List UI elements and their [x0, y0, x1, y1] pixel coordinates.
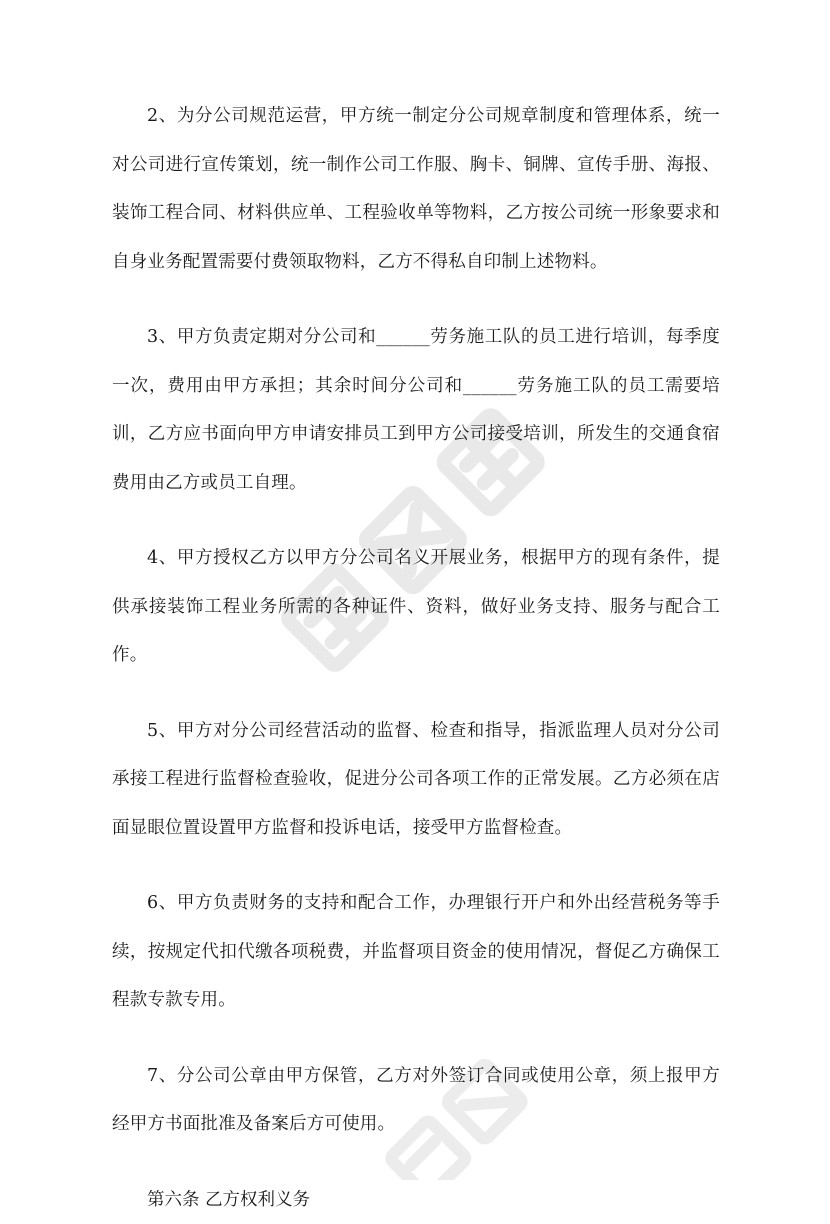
- section-heading-article-6: 第六条 乙方权利义务: [112, 1176, 720, 1224]
- document-body: [112, 92, 720, 1224]
- clause-7: 7、分公司公章由甲方保管，乙方对外签订合同或使用公章，须上报甲方经甲方书面批准及备案后方可使用。: [112, 1052, 720, 1149]
- clause-3: 3、甲方负责定期对分公司和______劳务施工队的员工进行培训，每季度一次，费用由甲方承担；其余时间分公司和______劳务施工队的员工需要培训，乙方应书面向甲方申请安排员工到甲方公司接受培训，所发生的交通食宿费用由乙方或员工自理。: [112, 313, 720, 507]
- clause-6: 6、甲方负责财务的支持和配合工作，办理银行开户和外出经营税务等手续，按规定代扣代缴各项税费，并监督项目资金的使用情况，督促乙方确保工程款专款专用。: [112, 879, 720, 1025]
- clause-5: 5、甲方对分公司经营活动的监督、检查和指导，指派监理人员对分公司承接工程进行监督检查验收，促进分公司各项工作的正常发展。乙方必须在店面显眼位置设置甲方监督和投诉电话，接受甲方监督检查。: [112, 707, 720, 853]
- clause-2: 2、为分公司规范运营，甲方统一制定分公司规章制度和管理体系，统一对公司进行宣传策划，统一制作公司工作服、胸卡、铜牌、宣传手册、海报、装饰工程合同、材料供应单、工程验收单等物料，乙方按公司统一形象要求和自身业务配置需要付费领取物料，乙方不得私自印制上述物料。: [112, 92, 720, 286]
- clause-4: 4、甲方授权乙方以甲方分公司名义开展业务，根据甲方的现有条件，提供承接装饰工程业务所需的各种证件、资料，做好业务支持、服务与配合工作。: [112, 534, 720, 680]
